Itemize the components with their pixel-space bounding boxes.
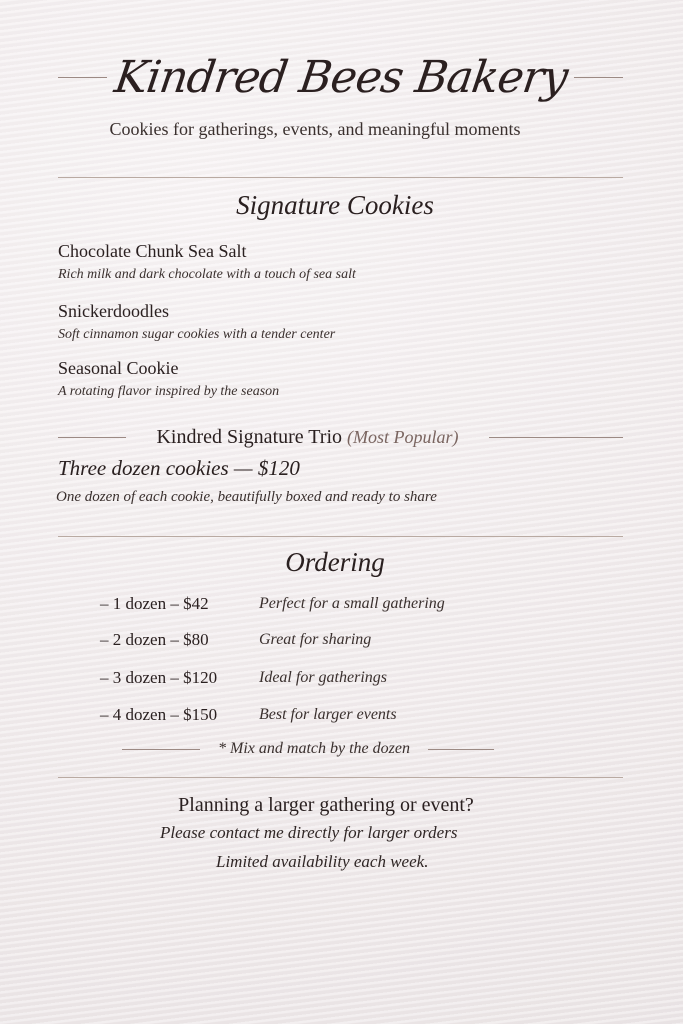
trio-title-row: [58, 424, 623, 450]
cookie-name: Seasonal Cookie: [58, 358, 179, 378]
title-right-rule: [574, 77, 623, 78]
title-left-rule: [58, 77, 107, 78]
cookie-item: [58, 300, 618, 345]
order-option: [100, 592, 580, 616]
contact-note: Please contact me directly for larger orders: [160, 823, 458, 842]
cookie-name: Chocolate Chunk Sea Salt: [58, 241, 247, 261]
ordering-heading: Ordering: [285, 547, 385, 577]
order-quantity-price: – 2 dozen – $80: [100, 630, 209, 649]
cookie-item: [58, 240, 618, 285]
trio-right-rule: [489, 437, 623, 438]
cookie-description: Soft cinnamon sugar cookies with a tender center: [58, 327, 336, 342]
order-option: [100, 628, 580, 652]
mix-left-rule: [122, 749, 200, 750]
order-quantity-price: – 1 dozen – $42: [100, 594, 209, 613]
divider-bottom: [58, 777, 623, 778]
order-quantity-price: – 3 dozen – $120: [100, 668, 218, 687]
mix-note-row: [122, 738, 494, 760]
cookie-name: Snickerdoodles: [58, 301, 169, 321]
order-note: Great for sharing: [259, 631, 372, 648]
order-quantity-price: – 4 dozen – $150: [100, 705, 218, 724]
trio-title-text: Kindred Signature Trio: [156, 425, 343, 448]
trio-title: [146, 426, 468, 449]
order-option: [100, 703, 580, 727]
mix-note: * Mix and match by the dozen: [218, 740, 410, 757]
availability-note: Limited availability each week.: [216, 852, 429, 871]
order-note: Ideal for gatherings: [259, 669, 387, 686]
trio-description: One dozen of each cookie, beautifully boxed and ready to share: [56, 489, 437, 505]
tagline: Cookies for gatherings, events, and meaningful moments: [109, 119, 521, 139]
signature-heading: Signature Cookies: [236, 190, 434, 220]
closing-heading: Planning a larger gathering or event?: [178, 794, 474, 816]
order-note: Best for larger events: [259, 706, 397, 723]
cookie-description: A rotating flavor inspired by the season: [58, 384, 280, 399]
divider-top: [58, 177, 623, 178]
cookie-description: Rich milk and dark chocolate with a touch of sea salt: [58, 267, 356, 282]
most-popular-badge: (Most Popular): [347, 426, 459, 447]
trio-left-rule: [58, 437, 126, 438]
divider-middle: [58, 536, 623, 537]
order-note: Perfect for a small gathering: [259, 595, 445, 612]
mix-right-rule: [428, 749, 494, 750]
trio-offer: Three dozen cookies — $120: [58, 456, 300, 480]
order-option: [100, 666, 580, 690]
cookie-item: [58, 357, 618, 402]
brand-title: Kindred Bees Bakery: [111, 51, 570, 103]
title-row: [58, 42, 623, 112]
